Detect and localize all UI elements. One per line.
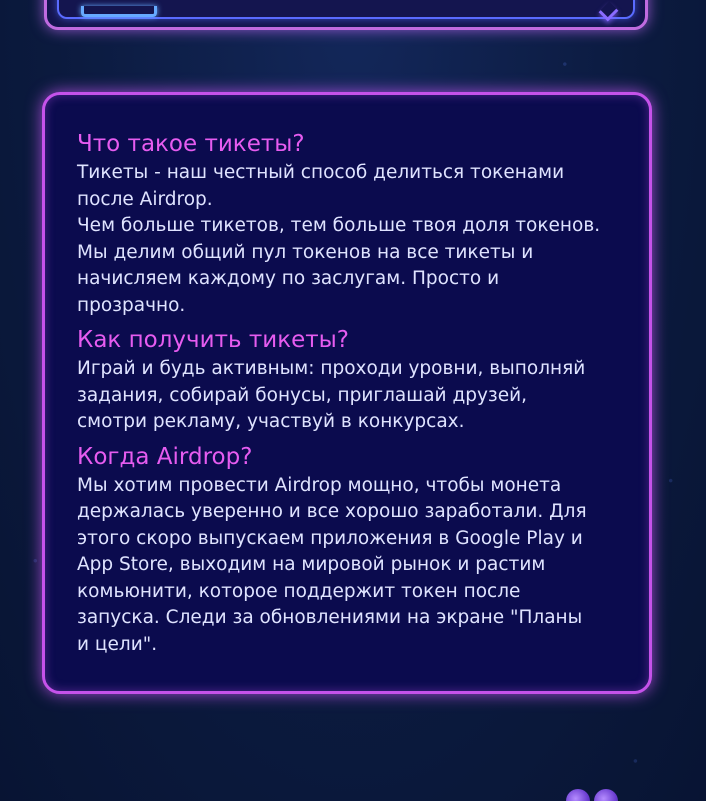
top-panel[interactable] bbox=[44, 0, 648, 30]
faq-heading: Что такое тикеты? bbox=[77, 131, 305, 157]
faq-text: Мы хотим провести Airdrop мощно, чтобы монета держалась уверенно и все хорошо заработали. Для этого скоро выпускаем приложения в Google Play и App Store, выходим на мировой рынок и растим комьюнити, которое поддержит токен после запуска. Следи за обновлениями на экране "Планы и цели". bbox=[77, 474, 587, 655]
faq-section-tickets bbox=[77, 129, 619, 319]
faq-text: Играй и будь активным: проходи уровни, выполняй задания, собирай бонусы, приглашай друзей, смотри рекламу, участвуй в конкурсах. bbox=[77, 358, 586, 432]
orb-icon bbox=[594, 789, 618, 801]
faq-section-get-tickets bbox=[77, 325, 619, 436]
faq-heading: Когда Airdrop? bbox=[77, 443, 253, 470]
faq-section-airdrop bbox=[77, 442, 619, 659]
faq-text: Тикеты - наш честный способ делиться токенами после Airdrop. Чем больше тикетов, тем больше твоя доля токенов. Мы делим общий пул токенов на все тикеты и начисляем каждому по заслугам. Просто и прозрачно. bbox=[77, 162, 601, 316]
link-icon bbox=[81, 6, 157, 17]
orb-icon bbox=[566, 789, 590, 801]
faq-card bbox=[42, 92, 652, 694]
faq-heading: Как получить тикеты? bbox=[77, 327, 350, 353]
decorative-orbs bbox=[566, 787, 622, 801]
